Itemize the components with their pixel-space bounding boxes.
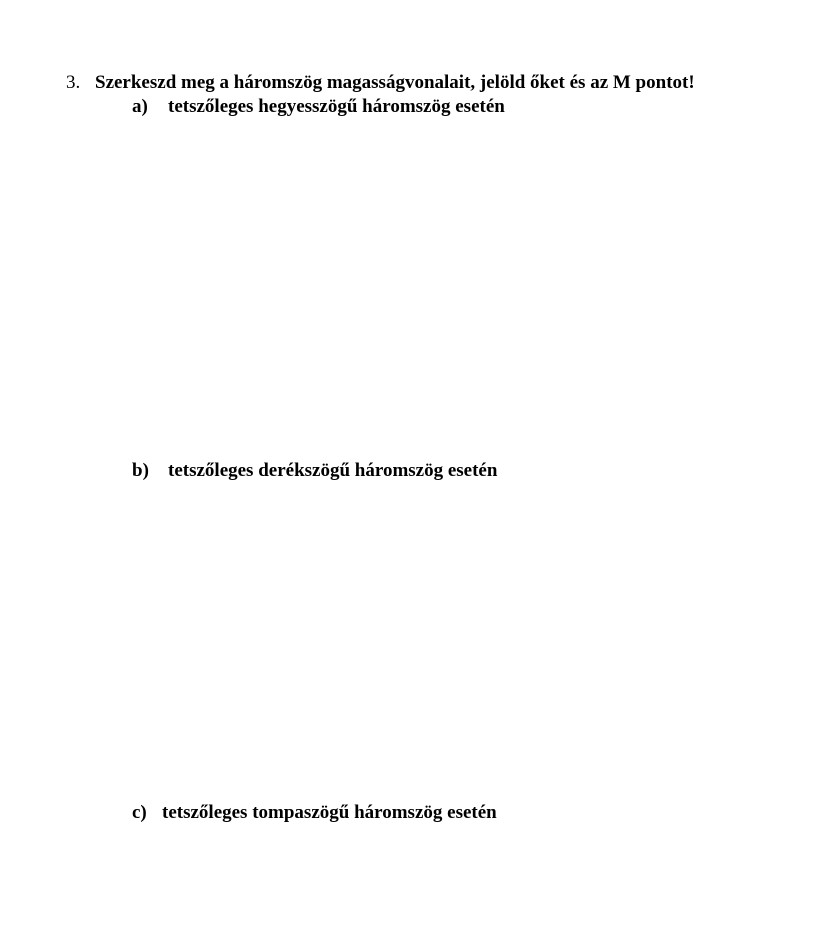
subtask-b-letter: b)	[132, 460, 149, 481]
subtask-c	[132, 801, 497, 825]
subtask-b-text: tetszőleges derékszögű háromszög esetén	[168, 460, 498, 481]
task-heading	[66, 71, 695, 95]
subtask-a	[132, 95, 505, 119]
subtask-c-letter: c)	[132, 802, 147, 823]
subtask-c-work-area	[66, 831, 756, 941]
subtask-a-text: tetszőleges hegyesszögű háromszög esetén	[168, 96, 505, 117]
subtask-c-text: tetszőleges tompaszögű háromszög esetén	[162, 802, 497, 823]
task-title: Szerkeszd meg a háromszög magasságvonalait, jelöld őket és az M pontot!	[95, 72, 695, 93]
subtask-a-letter: a)	[132, 96, 148, 117]
subtask-b	[132, 459, 497, 483]
task-number: 3.	[66, 72, 81, 93]
subtask-b-work-area	[66, 489, 756, 789]
subtask-a-work-area	[66, 125, 756, 450]
